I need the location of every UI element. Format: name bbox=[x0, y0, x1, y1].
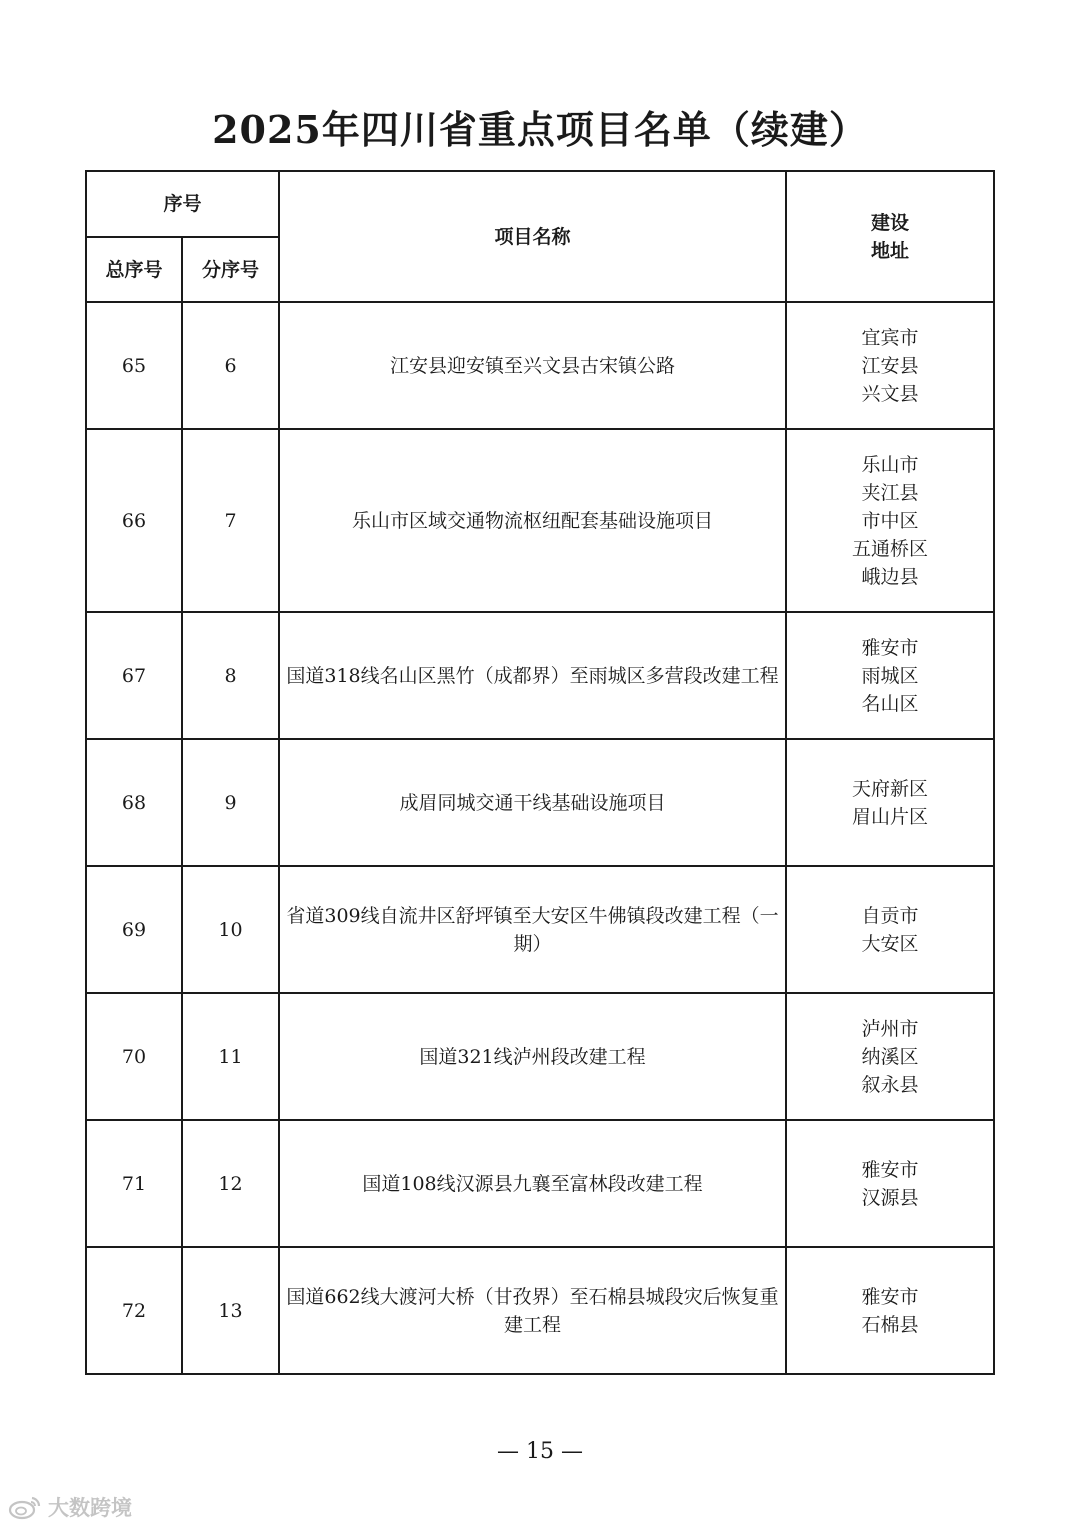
header-location-line: 地址 bbox=[871, 239, 910, 262]
location-line: 汉源县 bbox=[861, 1186, 919, 1209]
page-number: — 15 — bbox=[497, 1439, 583, 1464]
table-row bbox=[86, 1120, 994, 1247]
total-seq-cell: 68 bbox=[86, 739, 182, 866]
page-title: 2025年四川省重点项目名单（续建） bbox=[212, 107, 868, 152]
header-total-seq: 总序号 bbox=[86, 237, 182, 302]
sub-seq-cell: 8 bbox=[182, 612, 279, 739]
sub-seq-cell: 10 bbox=[182, 866, 279, 993]
location-cell bbox=[786, 993, 994, 1120]
table-body bbox=[86, 302, 994, 1374]
sub-seq-cell: 7 bbox=[182, 429, 279, 612]
location-cell bbox=[786, 1120, 994, 1247]
total-seq-cell: 71 bbox=[86, 1120, 182, 1247]
total-seq-cell: 67 bbox=[86, 612, 182, 739]
location-line: 泸州市 bbox=[861, 1017, 919, 1040]
watermark-text: 大数跨境 bbox=[48, 1496, 132, 1520]
location-line: 乐山市 bbox=[861, 453, 919, 476]
location-line: 大安区 bbox=[861, 932, 919, 955]
location-cell bbox=[786, 866, 994, 993]
location-cell bbox=[786, 739, 994, 866]
table-row bbox=[86, 866, 994, 993]
location-line: 天府新区 bbox=[852, 777, 929, 800]
location-cell bbox=[786, 302, 994, 429]
table-row bbox=[86, 739, 994, 866]
location-line: 雅安市 bbox=[861, 636, 919, 659]
total-seq-cell: 69 bbox=[86, 866, 182, 993]
location-line: 夹江县 bbox=[861, 481, 919, 504]
project-name-cell: 乐山市区域交通物流枢纽配套基础设施项目 bbox=[279, 429, 786, 612]
projects-table bbox=[85, 170, 995, 1375]
table-row bbox=[86, 1247, 994, 1374]
header-location bbox=[786, 171, 994, 302]
header-location-line: 建设 bbox=[871, 211, 910, 234]
location-line: 兴文县 bbox=[861, 382, 919, 405]
sub-seq-cell: 13 bbox=[182, 1247, 279, 1374]
weibo-logo-icon bbox=[8, 1494, 42, 1520]
project-name-cell: 国道321线泸州段改建工程 bbox=[279, 993, 786, 1120]
total-seq-cell: 72 bbox=[86, 1247, 182, 1374]
project-name-cell: 国道662线大渡河大桥（甘孜界）至石棉县城段灾后恢复重建工程 bbox=[279, 1247, 786, 1374]
location-line: 雨城区 bbox=[861, 664, 919, 687]
location-line: 江安县 bbox=[861, 354, 919, 377]
location-cell bbox=[786, 1247, 994, 1374]
sub-seq-cell: 11 bbox=[182, 993, 279, 1120]
project-name-cell: 国道108线汉源县九襄至富林段改建工程 bbox=[279, 1120, 786, 1247]
location-line: 市中区 bbox=[861, 509, 919, 532]
location-line: 眉山片区 bbox=[852, 805, 929, 828]
header-seq-group: 序号 bbox=[86, 171, 279, 237]
project-name-cell: 成眉同城交通干线基础设施项目 bbox=[279, 739, 786, 866]
location-line: 自贡市 bbox=[861, 904, 919, 927]
watermark bbox=[8, 1492, 132, 1522]
project-name-cell: 江安县迎安镇至兴文县古宋镇公路 bbox=[279, 302, 786, 429]
project-name-cell: 省道309线自流井区舒坪镇至大安区牛佛镇段改建工程（一期） bbox=[279, 866, 786, 993]
location-line: 叙永县 bbox=[861, 1073, 919, 1096]
total-seq-cell: 65 bbox=[86, 302, 182, 429]
location-line: 纳溪区 bbox=[861, 1045, 919, 1068]
location-line: 雅安市 bbox=[861, 1158, 919, 1181]
table-row bbox=[86, 993, 994, 1120]
location-line: 雅安市 bbox=[861, 1285, 919, 1308]
table-row bbox=[86, 302, 994, 429]
header-project-name: 项目名称 bbox=[279, 171, 786, 302]
table-row bbox=[86, 612, 994, 739]
location-line: 五通桥区 bbox=[852, 537, 929, 560]
table-row bbox=[86, 429, 994, 612]
location-line: 峨边县 bbox=[861, 565, 919, 588]
total-seq-cell: 66 bbox=[86, 429, 182, 612]
sub-seq-cell: 6 bbox=[182, 302, 279, 429]
location-line: 名山区 bbox=[861, 692, 919, 715]
total-seq-cell: 70 bbox=[86, 993, 182, 1120]
sub-seq-cell: 9 bbox=[182, 739, 279, 866]
location-line: 宜宾市 bbox=[861, 326, 919, 349]
location-cell bbox=[786, 612, 994, 739]
project-name-cell: 国道318线名山区黑竹（成都界）至雨城区多营段改建工程 bbox=[279, 612, 786, 739]
header-sub-seq: 分序号 bbox=[182, 237, 279, 302]
sub-seq-cell: 12 bbox=[182, 1120, 279, 1247]
location-line: 石棉县 bbox=[861, 1313, 919, 1336]
location-cell bbox=[786, 429, 994, 612]
